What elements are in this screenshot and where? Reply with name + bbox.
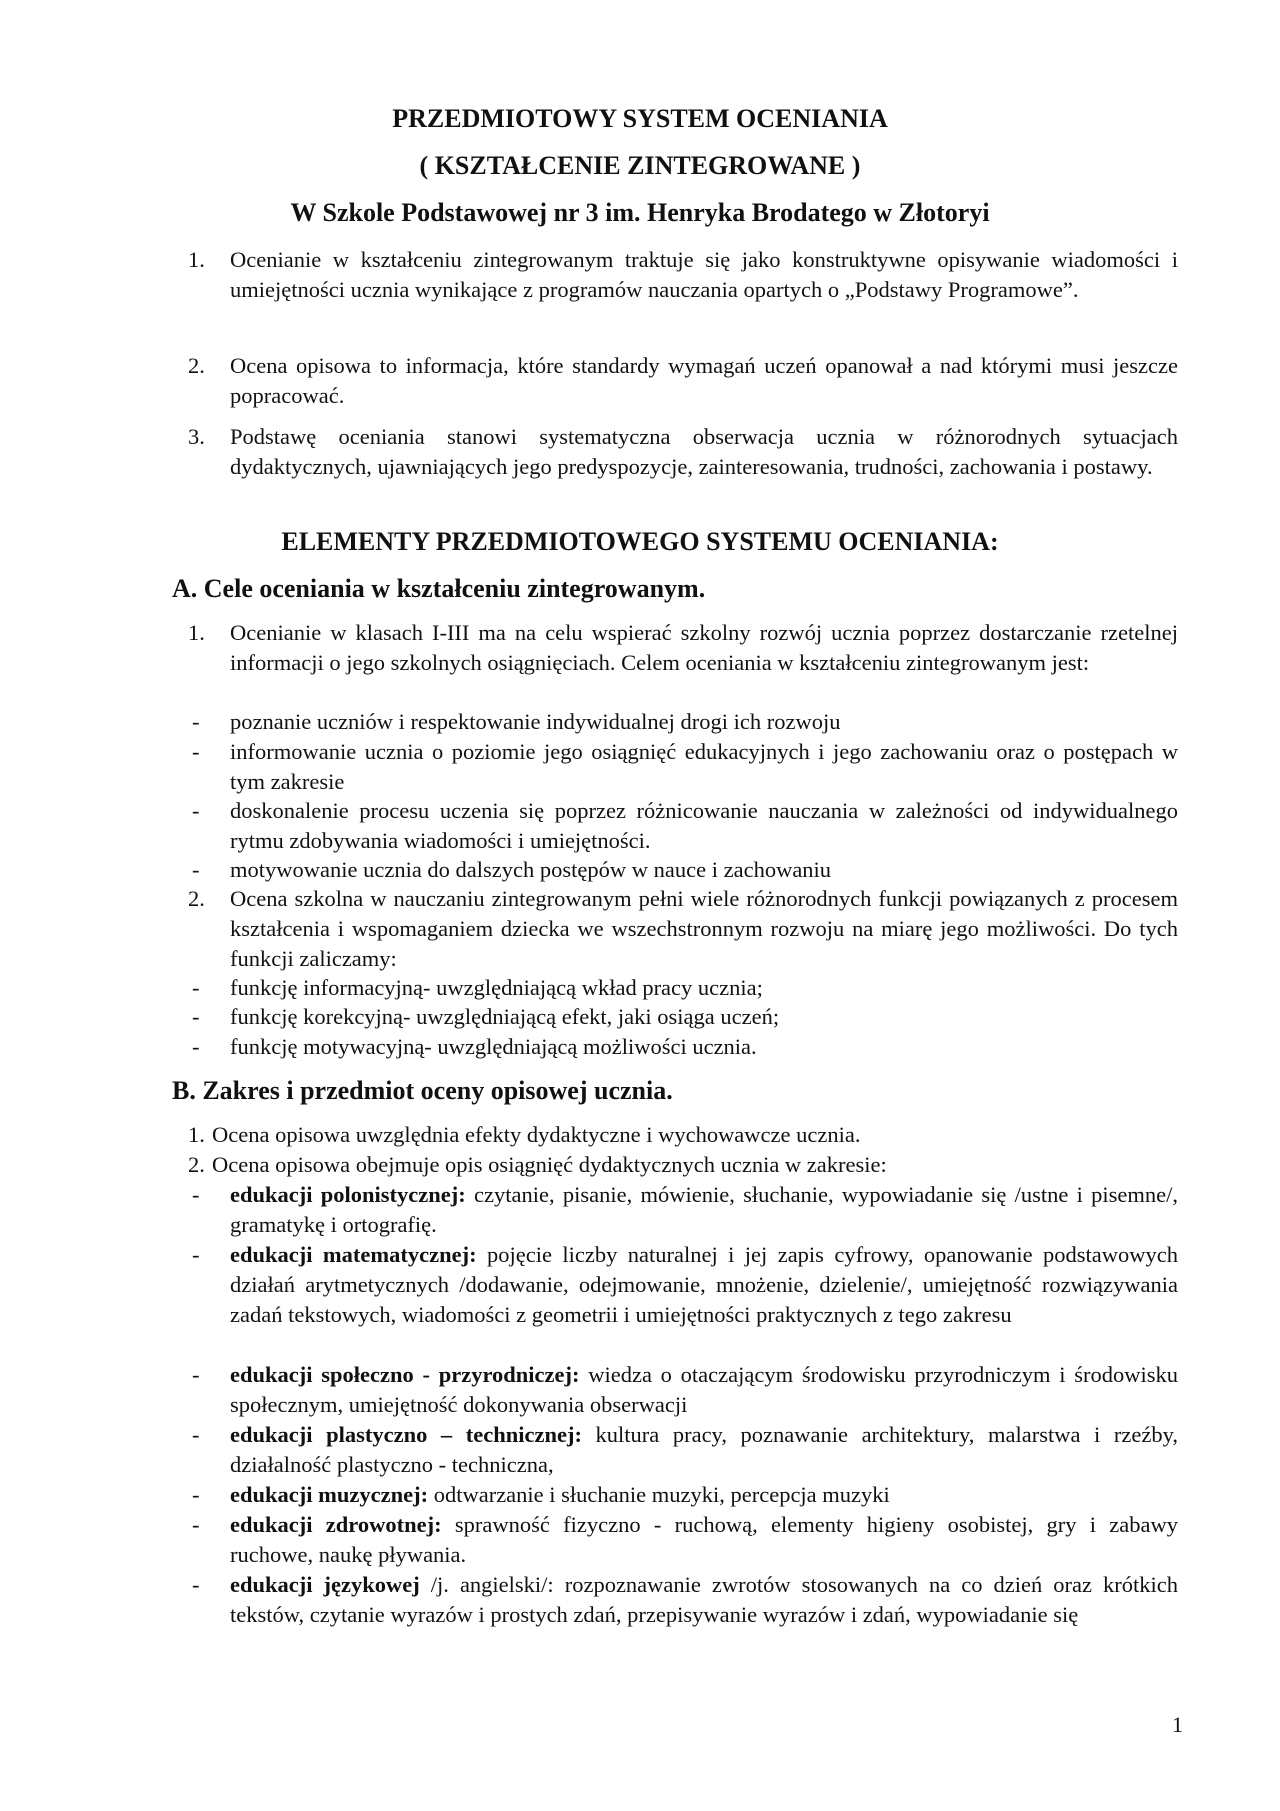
section-a-item-1: [188, 618, 1178, 708]
dash-marker: -: [192, 739, 200, 764]
dash-marker: -: [192, 1422, 200, 1447]
section-b-item-1: [188, 1120, 1178, 1150]
dash-marker: -: [192, 798, 200, 823]
school-name: W Szkole Podstawowej nr 3 im. Henryka Brodatego w Złotoryi: [290, 198, 990, 227]
area-name: edukacji muzycznej:: [230, 1482, 429, 1507]
section-b-item-2: [188, 1150, 1178, 1180]
list-number: 2.: [188, 1152, 205, 1177]
area-name: edukacji matematycznej:: [230, 1242, 477, 1267]
area-description: odtwarzanie i słuchanie muzyki, percepcja muzyki: [428, 1482, 890, 1507]
area-name: edukacji plastyczno – technicznej:: [230, 1422, 582, 1447]
dash-marker: -: [192, 975, 200, 1000]
list-number: 2.: [188, 353, 205, 378]
dash-marker: -: [192, 1572, 200, 1597]
area-name: edukacji polonistycznej:: [230, 1182, 466, 1207]
dash-marker: -: [192, 1004, 200, 1029]
bullet-text: [230, 1570, 1178, 1630]
list-number: 1.: [188, 1122, 205, 1147]
list-text: Ocena opisowa to informacja, które standardy wymagań uczeń opanował a nad którymi musi jeszcze popracować.: [230, 353, 1178, 408]
bullet-text: funkcję korekcyjną- uwzględniającą efekt, jaki osiąga uczeń;: [230, 1004, 780, 1029]
bullet-text: informowanie ucznia o poziomie jego osiągnięć edukacyjnych i jego zachowaniu oraz o postępach w tym zakresie: [230, 739, 1178, 794]
dash-marker: -: [192, 1242, 200, 1267]
area-description: sprawność fizyczno - ruchową, elementy higieny osobistej, gry i zabawy ruchowe, naukę pływania.: [230, 1512, 1178, 1567]
area-description: kultura pracy, poznawanie architektury, malarstwa i rzeźby, działalność plastyczno - techniczna,: [230, 1422, 1178, 1477]
bullet-text: [230, 1360, 1178, 1420]
area-description: /j. angielski/: rozpoznawanie zwrotów stosowanych na co dzień oraz krótkich tekstów, czytanie wyrazów i prostych zdań, przepisywanie wyrazów i zdań, wypowiadanie się: [230, 1572, 1178, 1627]
list-text: Ocena opisowa obejmuje opis osiągnięć dydaktycznych ucznia w zakresie:: [212, 1152, 887, 1177]
dash-marker: -: [192, 857, 200, 882]
dash-marker: -: [192, 1512, 200, 1537]
list-number: 2.: [188, 886, 205, 911]
list-text: Ocena szkolna w nauczaniu zintegrowanym pełni wiele różnorodnych funkcji powiązanych z procesem kształcenia i wspomaganiem dziecka we wszechstronnym rozwoju na miarę jego możliwości. Do tych funkcji zaliczamy:: [230, 886, 1178, 971]
bullet-text: [230, 1180, 1178, 1240]
bullet-text: [230, 1480, 1178, 1510]
area-description: pojęcie liczby naturalnej i jej zapis cyfrowy, opanowanie podstawowych działań arytmetycznych /dodawanie, odejmowanie, mnożenie, dzielenie/, umiejętność rozwiązywania zadań tekstowych, wiadomości z geometrii i umiejętności praktycznych z tego zakresu: [230, 1242, 1178, 1327]
list-text: Ocena opisowa uwzględnia efekty dydaktyczne i wychowawcze ucznia.: [212, 1122, 861, 1147]
area-name: edukacji społeczno - przyrodniczej:: [230, 1362, 580, 1387]
bullet-text: motywowanie ucznia do dalszych postępów w nauce i zachowaniu: [230, 857, 832, 882]
document-subtitle: ( KSZTAŁCENIE ZINTEGROWANE ): [419, 151, 861, 180]
dash-marker: -: [192, 709, 200, 734]
intro-item-3: [188, 422, 1178, 512]
elements-heading: ELEMENTY PRZEDMIOTOWEGO SYSTEMU OCENIANIA:: [281, 527, 999, 556]
bullet-text: poznanie uczniów i respektowanie indywidualnej drogi ich rozwoju: [230, 709, 841, 734]
section-a-heading: A. Cele oceniania w kształceniu zintegrowanym.: [172, 574, 706, 603]
area-name: edukacji zdrowotnej:: [230, 1512, 442, 1537]
bullet-text: [230, 1420, 1178, 1480]
list-number: 1.: [188, 620, 205, 645]
section-b-heading: B. Zakres i przedmiot oceny opisowej ucznia.: [172, 1076, 673, 1105]
list-text: Ocenianie w klasach I-III ma na celu wspierać szkolny rozwój ucznia poprzez dostarczanie rzetelnej informacji o jego szkolnych osiągnięciach. Celem oceniania w kształceniu zintegrowanym jest:: [230, 620, 1178, 675]
area-description: wiedza o otaczającym środowisku przyrodniczym i środowisku społecznym, umiejętność dokonywania obserwacji: [230, 1362, 1178, 1417]
list-text: Ocenianie w kształceniu zintegrowanym traktuje się jako konstruktywne opisywanie wiadomości i umiejętności ucznia wynikające z programów nauczania opartych o „Podstawy Programowe”.: [230, 247, 1178, 302]
intro-item-1: [188, 245, 1178, 335]
bullet-text: [230, 1240, 1178, 1330]
dash-marker: -: [192, 1034, 200, 1059]
document-title: PRZEDMIOTOWY SYSTEM OCENIANIA: [392, 104, 888, 133]
intro-item-2: [188, 351, 1178, 411]
dash-marker: -: [192, 1482, 200, 1507]
list-text: Podstawę oceniania stanowi systematyczna obserwacja ucznia w różnorodnych sytuacjach dydaktycznych, ujawniających jego predyspozycje, zainteresowania, trudności, zachowania i postawy.: [230, 424, 1178, 479]
bullet-text: [230, 1510, 1178, 1570]
list-number: 1.: [188, 247, 205, 272]
area-description: czytanie, pisanie, mówienie, słuchanie, wypowiadanie się /ustne i pisemne/, gramatykę i ortografię.: [230, 1182, 1179, 1237]
section-a-item-2: [188, 884, 1178, 974]
dash-marker: -: [192, 1362, 200, 1387]
bullet-text: doskonalenie procesu uczenia się poprzez różnicowanie nauczania w zależności od indywidualnego rytmu zdobywania wiadomości i umiejętności.: [230, 798, 1178, 853]
page-number: 1: [1172, 1712, 1183, 1737]
area-name: edukacji językowej: [230, 1572, 420, 1597]
bullet-text: funkcję motywacyjną- uwzględniającą możliwości ucznia.: [230, 1034, 757, 1059]
bullet-text: funkcję informacyjną- uwzględniającą wkład pracy ucznia;: [230, 975, 763, 1000]
list-number: 3.: [188, 424, 205, 449]
dash-marker: -: [192, 1182, 200, 1207]
